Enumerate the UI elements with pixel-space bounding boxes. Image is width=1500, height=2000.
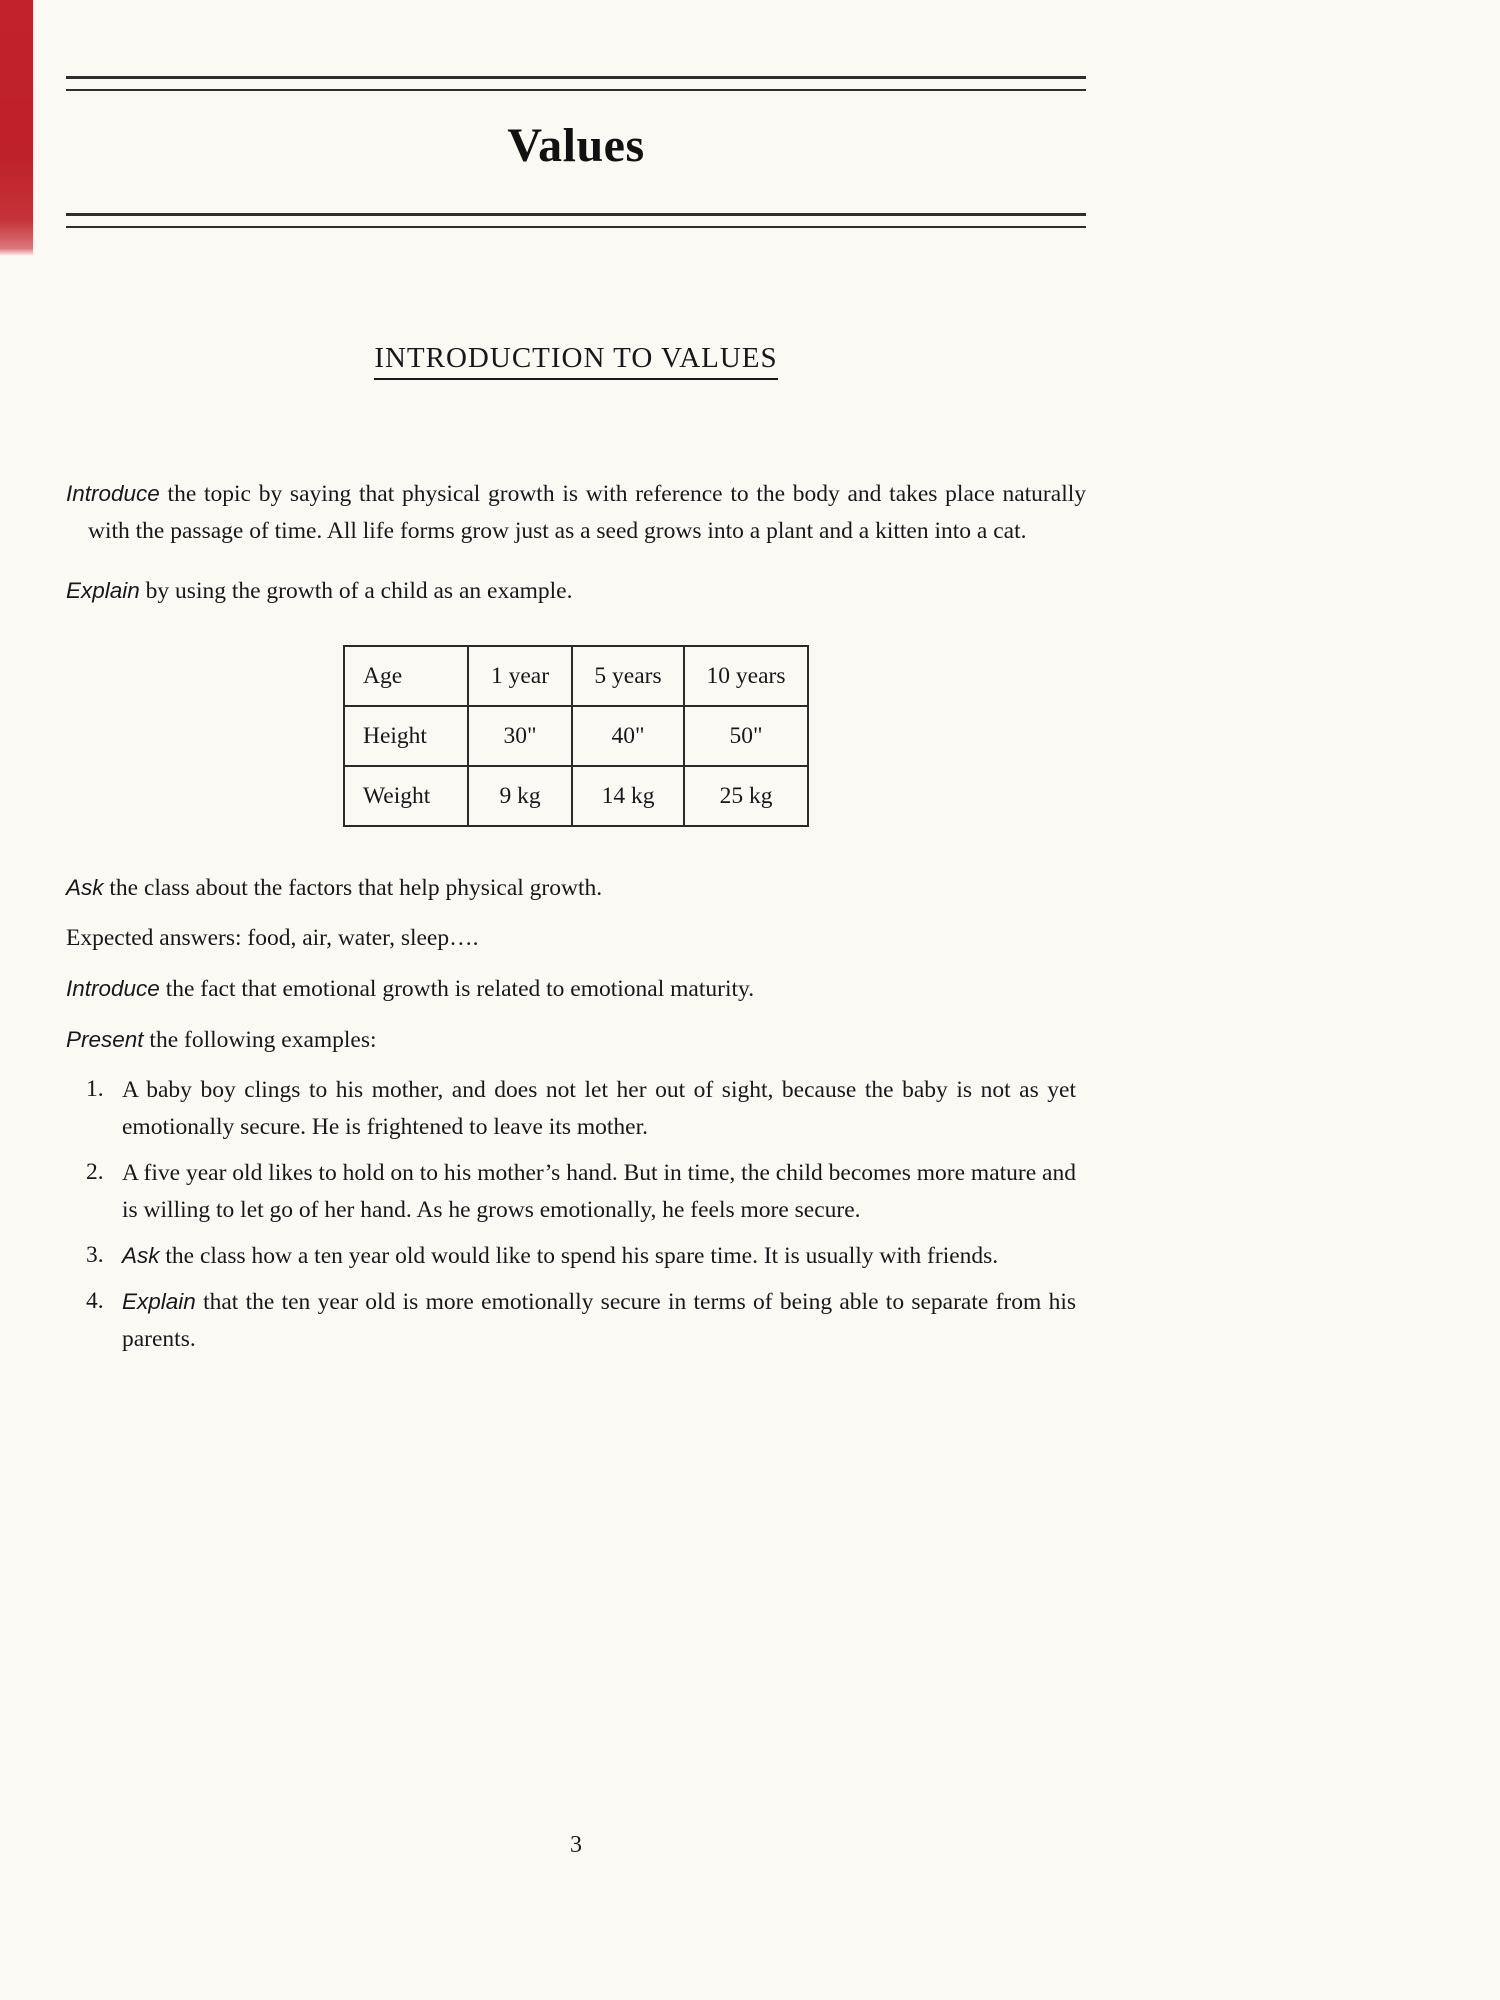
paragraph-introduce-fact — [66, 970, 1086, 1008]
paragraph-ask-class — [66, 869, 1086, 907]
list-item-number: 3. — [86, 1242, 104, 1268]
table-cell: 50" — [684, 706, 808, 766]
paragraph-text: the following examples: — [143, 1027, 377, 1053]
table-cell: 25 kg — [684, 766, 808, 826]
table-cell: 14 kg — [572, 766, 684, 826]
list-item-text — [122, 1283, 1086, 1358]
list-item — [86, 1283, 1086, 1358]
table-cell: 30" — [468, 706, 572, 766]
table-row-age — [344, 646, 808, 706]
paragraph-explain-example — [66, 572, 1086, 610]
double-rule-bottom — [66, 213, 1086, 228]
paragraph-text: the class how a ten year old would like to spend his spare time. It is usually with friends. — [159, 1243, 999, 1269]
paragraph-text: the class about the factors that help physical growth. — [103, 875, 603, 901]
list-item-text — [122, 1071, 1086, 1146]
examples-list — [86, 1071, 1086, 1358]
table-cell: 40" — [572, 706, 684, 766]
section-heading-text: INTRODUCTION TO VALUES — [374, 340, 777, 380]
paragraph-text: Expected answers: food, air, water, sleep…. — [66, 925, 479, 951]
page-title: Values — [507, 119, 645, 172]
lead-word: Ask — [66, 875, 104, 900]
table-cell: 9 kg — [468, 766, 572, 826]
table-cell: Weight — [344, 766, 468, 826]
paragraph-text: by using the growth of a child as an example. — [139, 578, 573, 604]
table-cell: 1 year — [468, 646, 572, 706]
rule-line — [66, 89, 1086, 91]
rule-gap — [66, 79, 1086, 89]
scan-edge-artifact — [0, 0, 33, 256]
page-content — [66, 0, 1086, 1358]
lead-word: Explain — [122, 1289, 196, 1314]
paragraph-expected-answers — [66, 920, 1086, 957]
table-row-weight — [344, 766, 808, 826]
list-item-text — [122, 1237, 1086, 1275]
lead-word: Present — [66, 1027, 144, 1052]
rule-line — [66, 226, 1086, 228]
list-item — [86, 1154, 1086, 1229]
list-item — [86, 1237, 1086, 1275]
rule-gap — [66, 216, 1086, 226]
list-item-number: 2. — [86, 1159, 104, 1185]
paragraph-text: that the ten year old is more emotionally secure in terms of being able to separate from his parents. — [122, 1289, 1076, 1352]
paragraph-text: the topic by saying that physical growth is with reference to the body and takes place naturally with the passage of time. All life forms grow just as a seed grows into a plant and a kitten into a cat. — [88, 481, 1086, 544]
lead-word: Introduce — [66, 976, 160, 1001]
paragraph-text: A baby boy clings to his mother, and does not let her out of sight, because the baby is not as yet emotionally secure. He is frightened to leave its mother. — [122, 1077, 1076, 1140]
growth-table — [343, 645, 809, 827]
growth-table-wrapper — [66, 645, 1086, 827]
double-rule-top — [66, 76, 1086, 91]
list-item-number: 4. — [86, 1288, 104, 1314]
list-item-text — [122, 1154, 1086, 1229]
table-cell: 5 years — [572, 646, 684, 706]
list-item-number: 1. — [86, 1076, 104, 1102]
table-cell: Height — [344, 706, 468, 766]
paragraph-present-examples — [66, 1021, 1086, 1059]
lead-word: Ask — [122, 1243, 160, 1268]
paragraph-introduce-topic — [66, 475, 1086, 550]
paragraph-text: A five year old likes to hold on to his mother’s hand. But in time, the child becomes more mature and is willing to let go of her hand. As he grows emotionally, he feels more secure. — [122, 1160, 1076, 1223]
page-number: 3 — [570, 1832, 582, 1858]
table-row-height — [344, 706, 808, 766]
table-cell: 10 years — [684, 646, 808, 706]
list-item — [86, 1071, 1086, 1146]
lead-word: Introduce — [66, 481, 160, 506]
section-heading — [66, 340, 1086, 380]
paragraph-text: the fact that emotional growth is related to emotional maturity. — [159, 976, 755, 1002]
lead-word: Explain — [66, 578, 140, 603]
table-cell: Age — [344, 646, 468, 706]
